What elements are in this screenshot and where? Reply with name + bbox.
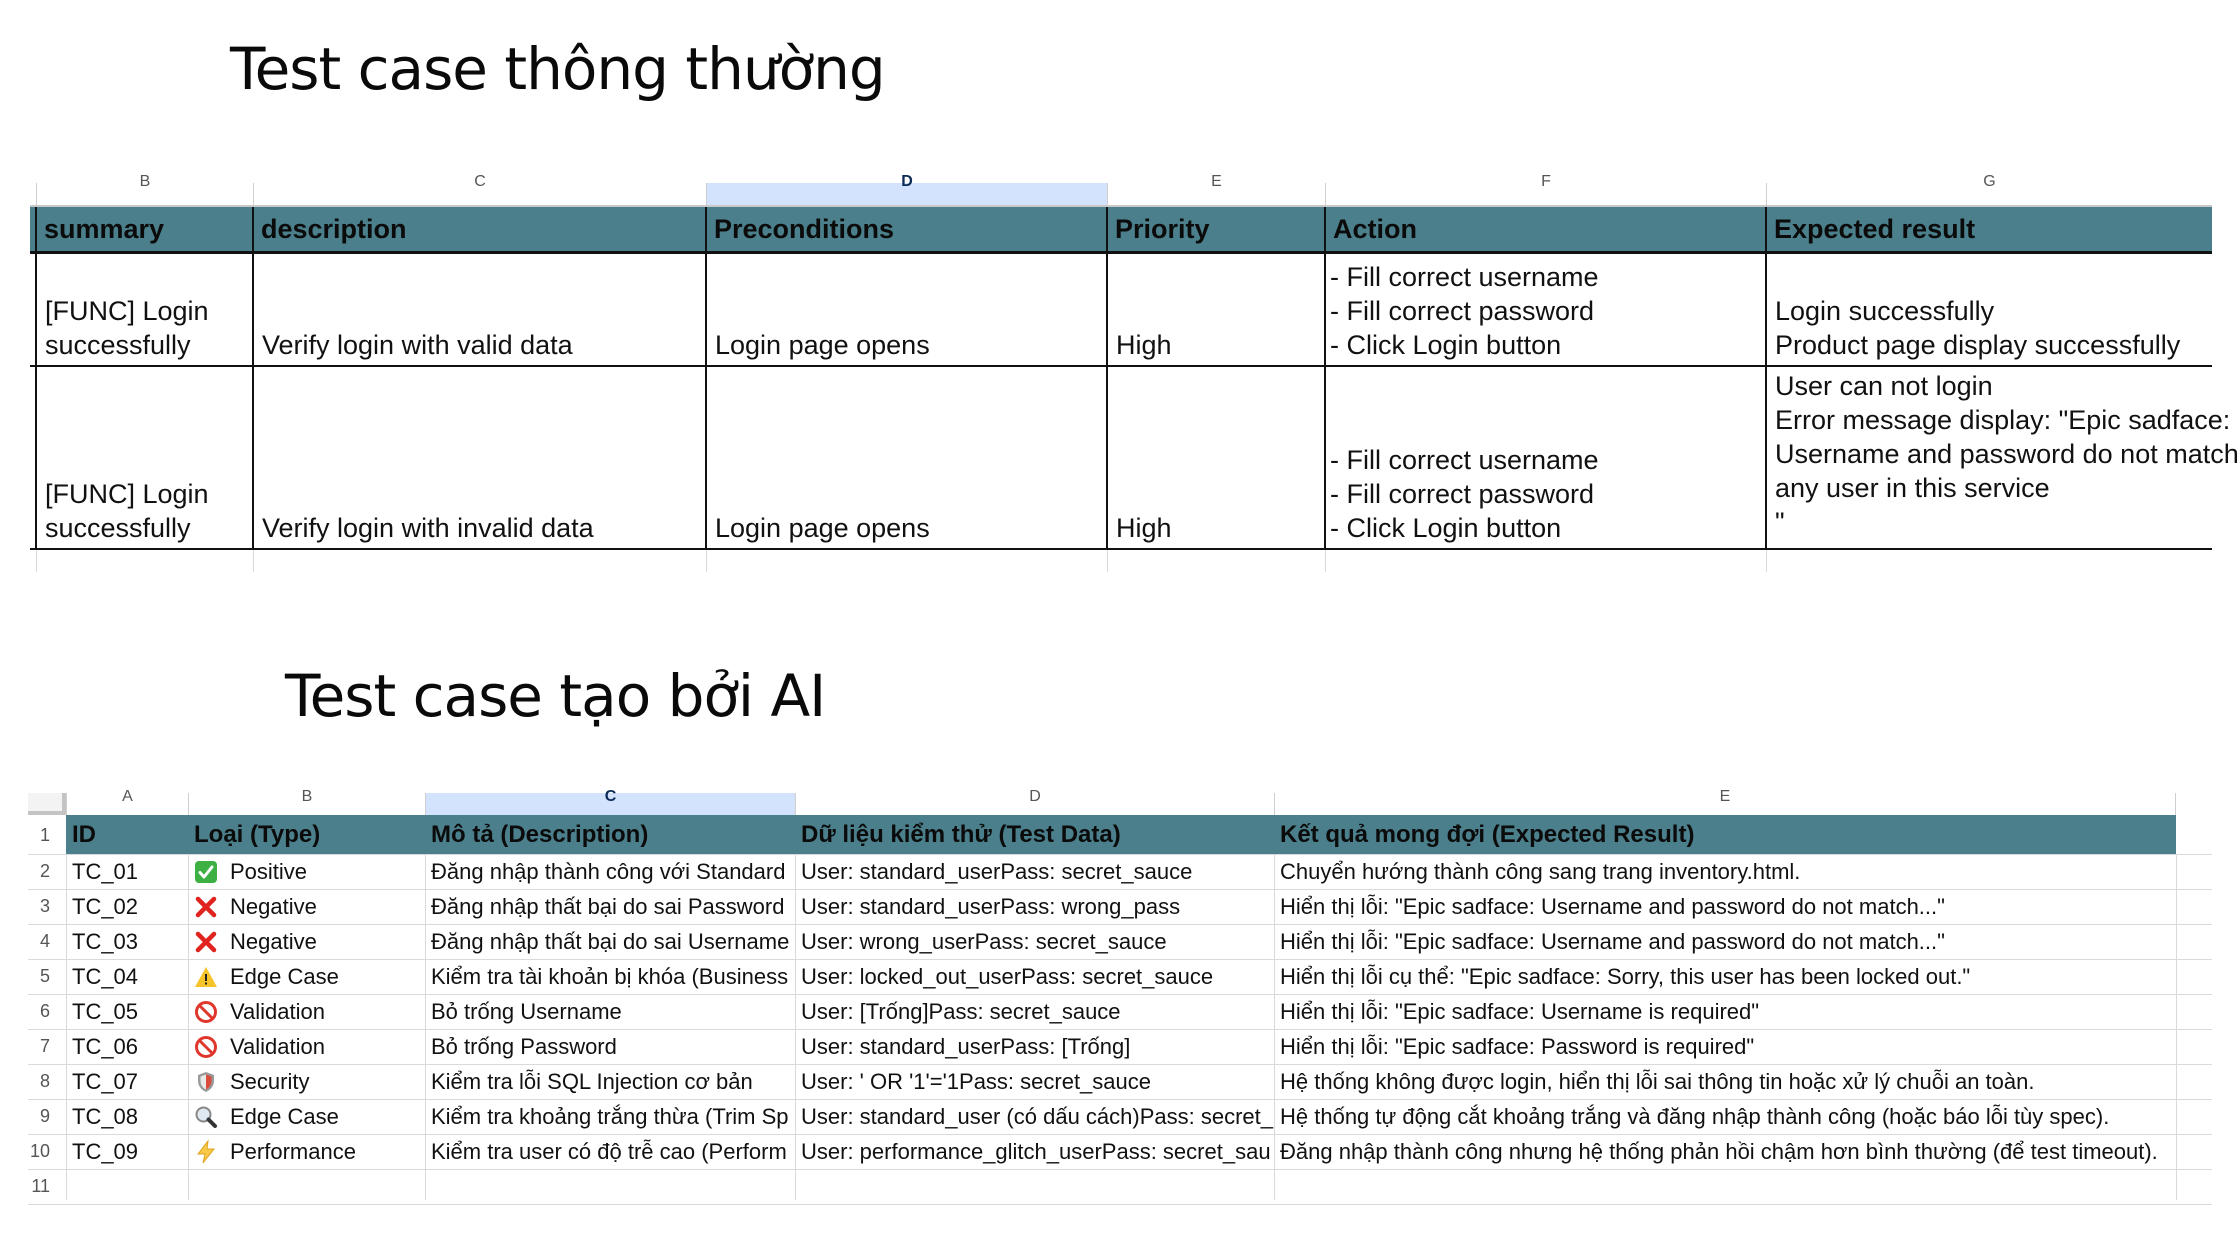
gridline (425, 854, 426, 1200)
description-cell-text: Đăng nhập thất bại do sai Username (431, 929, 790, 954)
gridline (28, 994, 2212, 995)
type-label: Positive (230, 859, 308, 884)
expected-result-cell[interactable] (1274, 854, 2176, 889)
expected-result-cell[interactable] (1274, 924, 2176, 959)
column-header-b[interactable]: B (188, 793, 425, 815)
row2-preconditions[interactable]: Login page opens (715, 513, 930, 543)
expected-result-cell[interactable] (1274, 1029, 2176, 1064)
id-cell[interactable] (66, 994, 188, 1029)
description-cell[interactable] (425, 1064, 795, 1099)
description-cell-text: Bỏ trống Password (431, 1034, 617, 1059)
expected-result-cell-text: Hiển thị lỗi: "Epic sadface: Password is required" (1280, 1034, 1755, 1059)
description-cell[interactable] (425, 854, 795, 889)
gridline (28, 924, 2212, 925)
column-header-g[interactable]: G (1766, 183, 2212, 207)
gridline (188, 854, 189, 1200)
test-data-cell-text: User: ' OR '1'='1Pass: secret_sauce (801, 1069, 1152, 1094)
expected-result-cell-text: Hiển thị lỗi: "Epic sadface: Username and password do not match..." (1280, 894, 1945, 919)
test-data-cell[interactable] (795, 924, 1274, 959)
warning-icon (194, 965, 218, 989)
id-cell-text: TC_02 (72, 894, 139, 919)
test-data-cell[interactable] (795, 959, 1274, 994)
expected-result-cell-text: Hiển thị lỗi cụ thể: "Epic sadface: Sorry, this user has been locked out." (1280, 964, 1971, 989)
magnifier-icon (194, 1105, 218, 1129)
column-header-a[interactable]: A (66, 793, 188, 815)
type-label: Negative (230, 894, 317, 919)
description-cell[interactable] (425, 994, 795, 1029)
id-cell[interactable] (66, 1029, 188, 1064)
description-cell[interactable] (425, 1029, 795, 1064)
header-description[interactable]: description (261, 214, 407, 244)
no-entry-icon (194, 1035, 218, 1059)
test-data-cell-text: User: standard_userPass: secret_sauce (801, 859, 1193, 884)
header-description[interactable]: Mô tả (Description) (431, 821, 649, 848)
column-header-e[interactable]: E (1274, 793, 2176, 815)
row1-description[interactable]: Verify login with valid data (262, 330, 573, 360)
type-cell[interactable] (188, 854, 425, 889)
row-number[interactable]: 1 (39, 825, 50, 845)
row2-action[interactable]: - Fill correct username - Fill correct password - Click Login button (1330, 445, 1599, 543)
test-data-cell[interactable] (795, 889, 1274, 924)
row2-priority[interactable]: High (1116, 513, 1172, 543)
type-label: Edge Case (230, 964, 339, 989)
cross-mark-icon (194, 930, 218, 954)
header-id[interactable]: ID (72, 821, 96, 848)
column-header-c-selected[interactable]: C (425, 793, 795, 815)
row2-expected-result[interactable]: User can not login Error message display: "Epic sadface: Username and password do not match any user in this service " (1775, 371, 2239, 537)
test-data-cell-text: User: standard_userPass: wrong_pass (801, 894, 1181, 919)
gridline (66, 854, 67, 1200)
test-data-cell-text: User: locked_out_userPass: secret_sauce (801, 964, 1214, 989)
gridline (28, 1064, 2212, 1065)
description-cell[interactable] (425, 889, 795, 924)
header-preconditions[interactable]: Preconditions (714, 214, 895, 244)
row1-action[interactable]: - Fill correct username - Fill correct password - Click Login button (1330, 262, 1599, 360)
column-header-d-selected[interactable]: D (706, 183, 1107, 207)
gridline (28, 889, 2212, 890)
row-number[interactable]: 9 (39, 1106, 50, 1126)
id-cell-text: TC_09 (72, 1139, 139, 1164)
gridline (795, 854, 796, 1200)
type-label: Security (230, 1069, 310, 1094)
expected-result-cell[interactable] (1274, 1099, 2176, 1134)
row-number[interactable]: 6 (39, 1001, 50, 1021)
row1-expected-result[interactable]: Login successfully Product page display successfully (1775, 296, 2181, 360)
id-cell-text: TC_07 (72, 1069, 139, 1094)
test-data-cell[interactable] (795, 1029, 1274, 1064)
id-cell[interactable] (66, 1099, 188, 1134)
description-cell[interactable] (425, 1099, 795, 1134)
type-label: Performance (230, 1139, 356, 1164)
id-cell-text: TC_01 (72, 859, 139, 884)
type-label: Negative (230, 929, 317, 954)
id-cell-text: TC_06 (72, 1034, 139, 1059)
header-action[interactable]: Action (1333, 214, 1417, 244)
gridline (1274, 854, 1275, 1200)
expected-result-cell-text: Đăng nhập thành công nhưng hệ thống phản hồi chậm hơn bình thường (để test timeout). (1280, 1139, 2158, 1164)
id-cell[interactable] (66, 924, 188, 959)
type-label: Edge Case (230, 1104, 339, 1129)
type-cell[interactable] (188, 924, 425, 959)
type-label: Validation (230, 1034, 325, 1059)
section-title-normal: Test case thông thường (230, 35, 885, 103)
gridline (28, 1169, 2212, 1170)
description-cell-text: Đăng nhập thành công với Standard (431, 859, 786, 884)
gridline (28, 1029, 2212, 1030)
type-cell[interactable] (188, 1064, 425, 1099)
id-cell[interactable] (66, 959, 188, 994)
row-number[interactable]: 10 (29, 1141, 50, 1161)
description-cell-text: Kiểm tra lỗi SQL Injection cơ bản (431, 1069, 753, 1094)
test-data-cell[interactable] (795, 1099, 1274, 1134)
id-cell[interactable] (66, 1134, 188, 1169)
description-cell-text: Kiểm tra khoảng trắng thừa (Trim Sp (431, 1104, 789, 1129)
test-data-cell[interactable] (795, 994, 1274, 1029)
type-cell[interactable] (188, 1099, 425, 1134)
description-cell[interactable] (425, 959, 795, 994)
test-data-cell-text: User: [Trống]Pass: secret_sauce (801, 999, 1121, 1024)
lightning-icon (194, 1140, 218, 1164)
type-cell[interactable] (188, 959, 425, 994)
row-number[interactable]: 8 (39, 1071, 50, 1091)
column-header-b[interactable]: B (36, 183, 253, 207)
gridline (28, 959, 2212, 960)
description-cell[interactable] (425, 1134, 795, 1169)
row-number[interactable]: 5 (39, 966, 50, 986)
shield-icon (194, 1070, 218, 1094)
description-cell-text: Kiểm tra user có độ trễ cao (Perform (431, 1139, 787, 1164)
row1-summary[interactable]: [FUNC] Login successfully (45, 296, 209, 360)
gridline (28, 854, 2212, 855)
select-all-corner[interactable] (28, 793, 66, 815)
row-number[interactable]: 7 (39, 1036, 50, 1056)
id-cell[interactable] (66, 854, 188, 889)
id-cell[interactable] (66, 1064, 188, 1099)
test-data-cell-text: User: standard_user (có dấu cách)Pass: secret_ (801, 1104, 1274, 1129)
test-data-cell[interactable] (795, 1134, 1274, 1169)
expected-result-cell-text: Chuyển hướng thành công sang trang inventory.html. (1280, 859, 1801, 884)
column-header-f[interactable]: F (1325, 183, 1766, 207)
type-cell[interactable] (188, 1029, 425, 1064)
gridline (28, 1204, 2212, 1205)
row1-preconditions[interactable]: Login page opens (715, 330, 930, 360)
description-cell-text: Bỏ trống Username (431, 999, 622, 1024)
expected-result-cell-text: Hiển thị lỗi: "Epic sadface: Username is required" (1280, 999, 1760, 1024)
header-expected-result[interactable]: Expected result (1774, 214, 1976, 244)
gridline (2176, 854, 2177, 1200)
test-data-cell[interactable] (795, 1064, 1274, 1099)
test-data-cell-text: User: performance_glitch_userPass: secret_sau (801, 1139, 1271, 1164)
id-cell-text: TC_03 (72, 929, 139, 954)
row2-description[interactable]: Verify login with invalid data (262, 513, 594, 543)
column-header-c[interactable]: C (253, 183, 706, 207)
type-cell[interactable] (188, 889, 425, 924)
section-title-ai: Test case tạo bởi AI (285, 662, 826, 730)
column-header-e[interactable]: E (1107, 183, 1325, 207)
type-label: Validation (230, 999, 325, 1024)
expected-result-cell-text: Hệ thống không được login, hiển thị lỗi sai thông tin hoặc xử lý chuỗi an toàn. (1280, 1069, 2035, 1094)
row2-summary[interactable]: [FUNC] Login successfully (45, 479, 209, 543)
expected-result-cell[interactable] (1274, 994, 2176, 1029)
row-number[interactable]: 2 (39, 861, 50, 881)
header-summary[interactable]: summary (44, 214, 165, 244)
id-cell-text: TC_04 (72, 964, 139, 989)
test-data-cell[interactable] (795, 854, 1274, 889)
id-cell[interactable] (66, 889, 188, 924)
expected-result-cell[interactable] (1274, 1064, 2176, 1099)
gridline (28, 1134, 2212, 1135)
no-entry-icon (194, 1000, 218, 1024)
cross-mark-icon (194, 895, 218, 919)
description-cell[interactable] (425, 924, 795, 959)
expected-result-cell[interactable] (1274, 889, 2176, 924)
description-cell-text: Kiểm tra tài khoản bị khóa (Business (431, 964, 789, 989)
row-number[interactable]: 4 (39, 931, 50, 951)
gridline (28, 1099, 2212, 1100)
description-cell-text: Đăng nhập thất bại do sai Password (431, 894, 785, 919)
test-data-cell-text: User: standard_userPass: [Trống] (801, 1034, 1131, 1059)
id-cell-text: TC_08 (72, 1104, 139, 1129)
row1-priority[interactable]: High (1116, 330, 1172, 360)
row-number[interactable]: 11 (31, 1176, 50, 1196)
expected-result-cell[interactable] (1274, 1134, 2176, 1169)
type-cell[interactable] (188, 994, 425, 1029)
header-expected-result[interactable]: Kết quả mong đợi (Expected Result) (1280, 821, 1695, 848)
id-cell-text: TC_05 (72, 999, 139, 1024)
check-box-icon (194, 860, 218, 884)
header-priority[interactable]: Priority (1115, 214, 1210, 244)
expected-result-cell-text: Hệ thống tự động cắt khoảng trắng và đăng nhập thành công (hoặc báo lỗi tùy spec). (1280, 1104, 2110, 1129)
header-type[interactable]: Loại (Type) (194, 821, 321, 848)
row-number[interactable]: 3 (39, 896, 50, 916)
column-header-d[interactable]: D (795, 793, 1274, 815)
test-data-cell-text: User: wrong_userPass: secret_sauce (801, 929, 1167, 954)
expected-result-cell[interactable] (1274, 959, 2176, 994)
expected-result-cell-text: Hiển thị lỗi: "Epic sadface: Username and password do not match..." (1280, 929, 1945, 954)
type-cell[interactable] (188, 1134, 425, 1169)
header-test-data[interactable]: Dữ liệu kiểm thử (Test Data) (801, 821, 1121, 848)
